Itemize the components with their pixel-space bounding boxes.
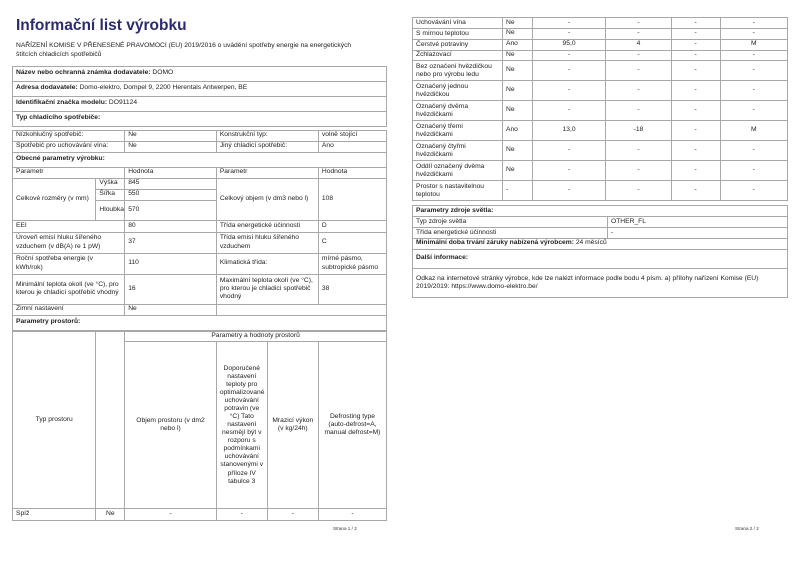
guarantee-row <box>413 238 788 249</box>
comp-name: Prostor s nastavitelnou teplotou <box>413 181 503 201</box>
light-class-value: - <box>608 228 788 239</box>
table-row <box>413 181 788 201</box>
comp-temp: - <box>606 181 672 201</box>
low-noise-label: Nízkohlučný spotřebič: <box>13 130 125 141</box>
comp-freeze: - <box>267 509 318 521</box>
supplier-address-value: Domo-elektro, Dompel 9, 2200 Herentals Antwerpen, BE <box>79 84 248 92</box>
max-temp-label: Maximální teplota okolí (ve °C), pro kterou je chladicí spotřebič vhodný <box>216 274 318 304</box>
table-row <box>413 101 788 121</box>
comp-present: Ano <box>503 121 533 141</box>
comp-volume: - <box>533 161 606 181</box>
comp-present: - <box>503 181 533 201</box>
energy-class-value: D <box>318 220 386 232</box>
comp-temp: - <box>606 61 672 81</box>
comp-name: Označený jednou hvězdičkou <box>413 81 503 101</box>
wine-appliance-label: Spotřebič pro uchovávání vína: <box>13 141 125 152</box>
comp-freeze: - <box>671 39 720 50</box>
dimensions-label: Celkové rozměry (v mm) <box>13 178 96 220</box>
comp-defrost-header: Defrosting type (auto-defrost=A, manual defrost=M) <box>318 342 386 509</box>
total-volume-label: Celkový objem (v dm3 nebo l) <box>216 178 318 220</box>
light-type-label: Typ zdroje světla <box>413 217 608 228</box>
comp-defrost: - <box>720 50 788 61</box>
light-type-value: OTHER_FL <box>608 217 788 228</box>
comp-freeze: - <box>671 121 720 141</box>
comp-defrost: - <box>318 509 386 521</box>
model-id-value: DO91124 <box>108 99 138 107</box>
comp-volume: - <box>533 18 606 29</box>
comp-name: Označený čtyřmi hvězdičkami <box>413 141 503 161</box>
max-temp-value: 38 <box>318 274 386 304</box>
comp-present: Ne <box>503 141 533 161</box>
comp-present: Ne <box>503 81 533 101</box>
model-id-row <box>13 96 387 111</box>
additional-section-heading: Další informace: <box>413 249 788 268</box>
energy-class-label: Třída energetické účinnosti <box>216 220 318 232</box>
total-volume-value: 108 <box>318 178 386 220</box>
comp-freeze: - <box>671 18 720 29</box>
comp-temp: - <box>606 28 672 39</box>
comp-freeze: - <box>671 50 720 61</box>
comp-freeze: - <box>671 81 720 101</box>
general-params-table <box>12 130 387 331</box>
comp-volume: - <box>533 141 606 161</box>
annual-energy-value: 110 <box>125 253 217 274</box>
comp-defrost: - <box>720 61 788 81</box>
other-appliance-label: Jiný chladicí spotřebič: <box>216 141 318 152</box>
comp-type-header: Typ prostoru <box>13 331 96 509</box>
table-row <box>413 39 788 50</box>
comp-present: Ne <box>503 50 533 61</box>
climate-class-value: mírné pásmo, subtropické pásmo <box>318 253 386 274</box>
climate-class-label: Klimatická třída: <box>216 253 318 274</box>
general-section-heading: Obecné parametry výrobku: <box>13 152 387 167</box>
comp-volume: - <box>533 61 606 81</box>
supplier-address-label: Adresa dodavatele: <box>16 84 78 92</box>
table-row <box>413 81 788 101</box>
comp-temp: - <box>606 101 672 121</box>
comp-defrost: - <box>720 181 788 201</box>
height-label: Výška <box>96 178 125 189</box>
comp-name: Bez označení hvězdičkou nebo pro výrobu ledu <box>413 61 503 81</box>
comp-present: Ne <box>503 61 533 81</box>
compartments-section-heading: Parametry prostorů: <box>13 315 387 330</box>
eei-value: 80 <box>125 220 217 232</box>
comp-name: Uchovávání vína <box>413 18 503 29</box>
comp-temp-header: Doporučené nastavení teploty pro optimalizované uchovávání potravin (ve °C) Tato nastavení nesmějí být v rozporu s podmínkami uchovávání stanovenými v příloze IV tabulce 3 <box>216 342 267 509</box>
depth-label: Hloubka <box>96 200 125 220</box>
comp-volume: - <box>533 50 606 61</box>
comp-params-header: Parametry a hodnoty prostorů <box>125 331 387 342</box>
compartments-table <box>12 331 387 522</box>
compartments-table-continued <box>412 17 788 201</box>
depth-value: 570 <box>125 200 217 220</box>
table-row <box>13 509 387 521</box>
wine-appliance-value: Ne <box>125 141 217 152</box>
value-header: Hodnota <box>125 167 217 178</box>
comp-volume: - <box>125 509 217 521</box>
comp-present: Ne <box>503 28 533 39</box>
regulation-text: NAŘÍZENÍ KOMISE V PŘENESENÉ PRAVOMOCI (EU) 2019/2016 o uvádění spotřeby energie na energetických štítcích chladicích spotřebičů <box>16 41 352 58</box>
comp-present: Ano <box>503 39 533 50</box>
comp-freeze: - <box>671 101 720 121</box>
comp-volume: - <box>533 81 606 101</box>
comp-defrost: - <box>720 81 788 101</box>
light-section-heading: Parametry zdroje světla: <box>413 206 788 217</box>
page-2 <box>412 17 788 317</box>
eei-label: EEI <box>13 220 125 232</box>
table-row <box>413 18 788 29</box>
comp-present-header <box>96 331 125 509</box>
comp-present: Ne <box>503 18 533 29</box>
annual-energy-label: Roční spotřeba energie (v kWh/rok) <box>13 253 125 274</box>
comp-name: Oddíl označený dvěma hvězdičkami <box>413 161 503 181</box>
comp-name: Označený třemi hvězdičkami <box>413 121 503 141</box>
model-id-label: Identifikační značka modelu: <box>16 99 108 107</box>
comp-name: Spíž <box>13 509 96 521</box>
supplier-name-row <box>13 66 387 81</box>
height-value: 845 <box>125 178 217 189</box>
comp-defrost: - <box>720 161 788 181</box>
comp-defrost: M <box>720 39 788 50</box>
comp-temp: - <box>606 18 672 29</box>
comp-defrost: - <box>720 101 788 121</box>
comp-defrost: M <box>720 121 788 141</box>
comp-name: Čerstvé potraviny <box>413 39 503 50</box>
table-row <box>413 161 788 181</box>
comp-freeze: - <box>671 28 720 39</box>
comp-temp: -18 <box>606 121 672 141</box>
comp-defrost: - <box>720 28 788 39</box>
comp-name: S mírnou teplotou <box>413 28 503 39</box>
light-class-label: Třída energetické účinnosti <box>413 228 608 239</box>
comp-volume: - <box>533 28 606 39</box>
type-section-heading: Typ chladicího spotřebiče: <box>13 111 387 126</box>
winter-setting-empty <box>216 304 386 315</box>
comp-freeze: - <box>671 161 720 181</box>
comp-volume: - <box>533 101 606 121</box>
light-source-table <box>412 205 788 297</box>
comp-defrost: - <box>720 18 788 29</box>
comp-present: Ne <box>96 509 125 521</box>
min-temp-value: 16 <box>125 274 217 304</box>
comp-freeze: - <box>671 61 720 81</box>
param-header: Parametr <box>13 167 125 178</box>
comp-freeze: - <box>671 181 720 201</box>
noise-value: 37 <box>125 232 217 253</box>
comp-present: Ne <box>503 161 533 181</box>
supplier-name-label: Název nebo ochranná známka dodavatele: <box>16 69 151 77</box>
comp-volume: - <box>533 181 606 201</box>
table-row <box>413 28 788 39</box>
page-title: Informační list výrobku <box>16 17 187 34</box>
comp-volume-header: Objem prostoru (v dm2 nebo l) <box>125 342 217 509</box>
width-value: 550 <box>125 189 217 200</box>
comp-temp: 4 <box>606 39 672 50</box>
page-2-footer: Strana 2 / 2 <box>735 526 759 531</box>
comp-freeze-header: Mrazicí výkon (v kg/24h) <box>267 342 318 509</box>
guarantee-label: Minimální doba trvání záruky nabízená výrobcem: <box>416 239 574 247</box>
comp-present: Ne <box>503 101 533 121</box>
comp-freeze: - <box>671 141 720 161</box>
noise-label: Úroveň emisí hluku šířeného vzduchem (v dB(A) re 1 pW) <box>13 232 125 253</box>
width-label: Šířka <box>96 189 125 200</box>
comp-temp: - <box>606 161 672 181</box>
comp-volume: 95,0 <box>533 39 606 50</box>
comp-volume: 13,0 <box>533 121 606 141</box>
design-type-label: Konstrukční typ: <box>216 130 318 141</box>
winter-setting-value: Ne <box>125 304 217 315</box>
table-row <box>413 121 788 141</box>
supplier-table <box>12 66 387 127</box>
table-row <box>413 141 788 161</box>
comp-name: Zchlazovací <box>413 50 503 61</box>
comp-temp: - <box>216 509 267 521</box>
comp-temp: - <box>606 50 672 61</box>
value-header-2: Hodnota <box>318 167 386 178</box>
guarantee-value: 24 měsíců <box>575 239 607 247</box>
noise-class-label: Třída emisí hluku šířeného vzduchem <box>216 232 318 253</box>
page-1 <box>12 17 387 535</box>
param-header-2: Parametr <box>216 167 318 178</box>
comp-temp: - <box>606 141 672 161</box>
noise-class-value: C <box>318 232 386 253</box>
supplier-address-row <box>13 81 387 96</box>
table-row <box>413 61 788 81</box>
comp-defrost: - <box>720 141 788 161</box>
min-temp-label: Minimální teplota okolí (ve °C), pro kterou je chladicí spotřebič vhodný <box>13 274 125 304</box>
additional-text: Odkaz na internetové stránky výrobce, kde lze nalézt informace podle bodu 4 písm. a) přílohy nařízení Komise (EU) 2019/2019: https://www.domo-elektro.be/ <box>413 268 788 297</box>
comp-name: Označený dvěma hvězdičkami <box>413 101 503 121</box>
winter-setting-label: Zimní nastavení <box>13 304 125 315</box>
low-noise-value: Ne <box>125 130 217 141</box>
table-row <box>413 50 788 61</box>
design-type-value: volně stojící <box>318 130 386 141</box>
comp-temp: - <box>606 81 672 101</box>
other-appliance-value: Ano <box>318 141 386 152</box>
supplier-name-value: DOMO <box>152 69 174 77</box>
page-1-footer: Strana 1 / 2 <box>333 526 357 531</box>
